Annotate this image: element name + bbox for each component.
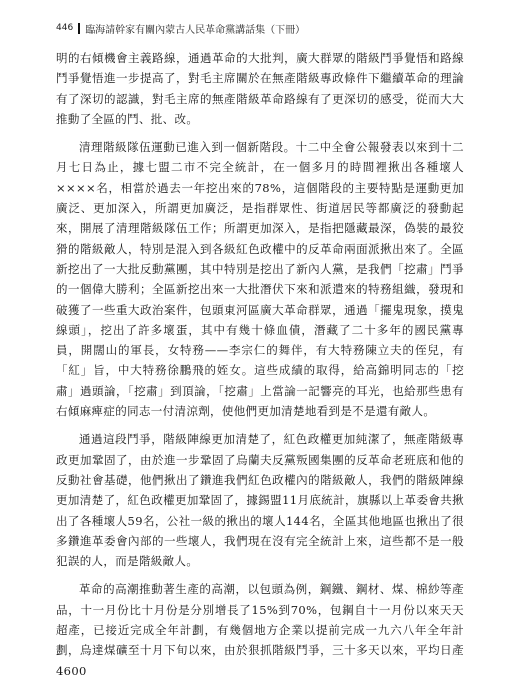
paragraph: 明的右傾機會主義路線，通過革命的大批判，廣大群眾的階級鬥爭覺悟和路線鬥爭覺悟進一步提高了，對毛主席關於在無產階級專政條件下繼續革命的理論有了深切的認識，對毛主席的無產階級革命路線有了更深切的感受，從而大大推動了全區的鬥、批、改。 <box>56 51 464 126</box>
running-header <box>56 21 305 35</box>
paragraph: 清理階級隊伍運動已進入到一個新階段。十二中全會公報發表以來到十二月七日為止，據七盟二市不完全統計，在一個多月的時間裡揪出各種壞人××××名，相當於過去一年挖出來的78%，這個階段的主要特點是運動更加廣泛、更加深入，所謂更加廣泛，是指群眾性、街道居民等都廣泛的發動起來，開展了清理階級隊伍工作；所謂更加深入，是指把隱藏最深，偽裝的最狡猾的階級敵人，特別是混入到各級紅色政權中的反革命兩面派揪出來了。全區新挖出了一大批反動黨團，其中特別是挖出了新內人黨，是我們「挖肅」鬥爭的一個偉大勝利；全區新挖出來一大批潛伏下來和派遣來的特務組織，發現和破獲了一些重大政治案件，包頭東河區廣大革命群眾，通過「擺鬼現象，摸鬼線頭」，挖出了許多壞蛋，其中有幾十條血債，潛藏了二十多年的國民黨專員，開闊山的軍長，女特務——李宗仁的舞伴，有大特務陳立夫的侄兒，有「紅」旨，中大特務徐鵬飛的姪女。這些成績的取得，給高錦明同志的「挖肅」過頭論，「挖肅」到頂論，「挖肅」上當論一記響亮的耳光，也給那些患有右傾麻痺症的同志一付清涼劑，使他們更加清楚地看到是不是還有敵人。 <box>56 140 464 419</box>
header-divider <box>78 23 80 34</box>
book-title: 臨海請幹家有關內蒙古人民革命黨講話集（下冊） <box>85 24 306 36</box>
paragraph: 通過這段鬥爭，階級陣線更加清楚了，紅色政權更加純潔了，無產階級專政更加鞏固了，由於進一步鞏固了烏蘭夫反黨叛國集團的反革命老班底和他的反動社會基礎，他們揪出了鑽進我們紅色政權內的階級敵人，我們的階級陣線更加清楚了，紅色政權更加鞏固了，據錫盟11月底統計，旗縣以上革委會共揪出了各種壞人59名，公社一級的揪出的壞人144名，全區其他地區也揪出了很多鑽進革委會內部的一些壞人，我們現在沒有完全統計上來，這些都不是一般犯誤的人，而是階級敵人。 <box>56 432 464 569</box>
paragraph: 革命的高潮推動著生產的高潮，以包頭為例，鋼鐵、鋼材、煤、棉紗等產品，十一月份比十月份是分別增長了15%到70%，包鋼自十一月份以來天天超產，已接近完成全年計劃，有幾個地方企業以提前完成一九六八年全年計劃，烏達煤礦至十月下旬以來，由於狠抓階級鬥爭，三十多天以來，平均日產4600 <box>56 582 464 678</box>
body-text <box>56 48 464 689</box>
page-number: 446 <box>56 23 74 33</box>
